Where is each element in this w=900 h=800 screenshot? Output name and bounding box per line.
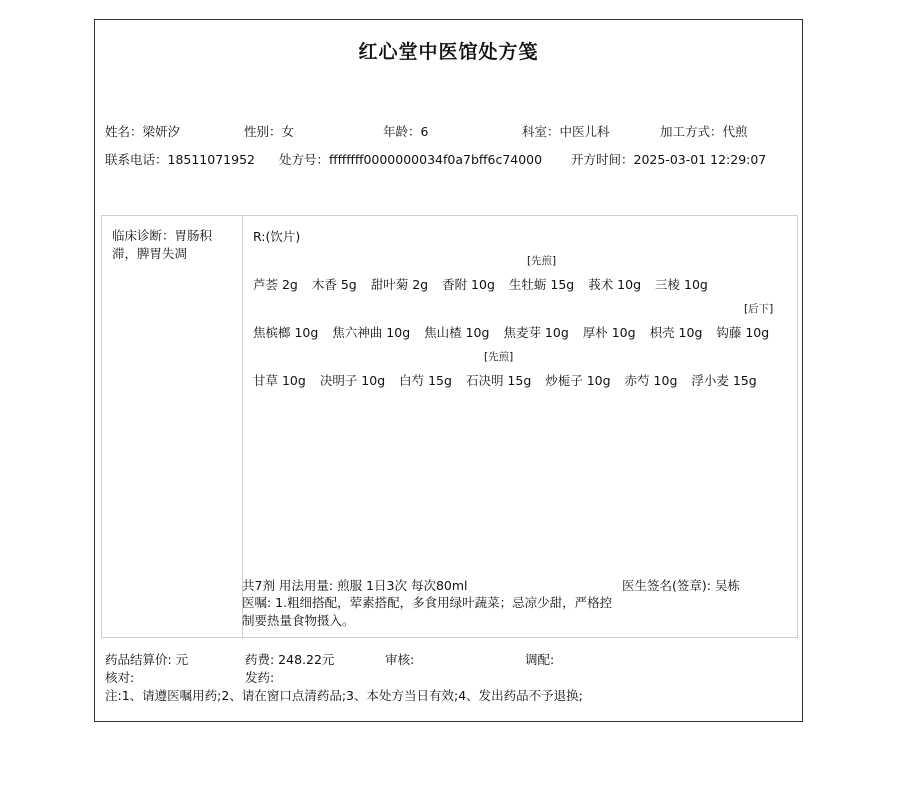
- herb-name: 钩藤 10g: [716, 325, 770, 340]
- issue-field: 发药:: [245, 670, 275, 685]
- doctor-signature: 医生签名(签章): 吴栋: [622, 578, 740, 593]
- herb-item: [442, 275, 495, 293]
- herb-name: 炒栀子 10g: [545, 373, 611, 388]
- herb-item: [716, 303, 774, 341]
- herb-item: [424, 323, 489, 341]
- herb-name: 焦六神曲 10g: [332, 325, 411, 340]
- herb-name: 厚朴 10g: [582, 325, 636, 340]
- herb-item: [650, 323, 703, 341]
- herb-item: [253, 275, 298, 293]
- herb-name: 枳壳 10g: [649, 325, 703, 340]
- herb-name: 生牡蛎 15g: [508, 277, 575, 292]
- herb-item: [320, 371, 385, 389]
- herb-line-1: [253, 255, 718, 293]
- herb-item: [545, 371, 610, 389]
- herb-item: [655, 275, 708, 293]
- page-title: 红心堂中医馆处方笺: [358, 41, 539, 63]
- herb-name: 甜叶菊 2g: [370, 277, 429, 292]
- patient-gender: 性别：女: [244, 124, 295, 139]
- herb-name: 浮小麦 15g: [691, 373, 757, 388]
- prescription-number: 处方号：ffffffff0000000034f0a7bff6c74000: [279, 152, 543, 167]
- herb-item: [503, 323, 568, 341]
- herb-name: 芦荟 2g: [253, 277, 298, 292]
- herb-line-3: [253, 351, 767, 389]
- herb-item: [253, 371, 306, 389]
- herb-name: 决明子 10g: [319, 373, 386, 388]
- check-field: 核对:: [105, 670, 135, 685]
- drug-settlement-price: 药品结算价: 元: [105, 652, 189, 667]
- herb-name: 焦山楂 10g: [424, 325, 490, 340]
- prescription-time: 开方时间：2025-03-01 12:29:07: [571, 152, 767, 167]
- herb-item: [332, 323, 410, 341]
- footer-notes: 注:1、请遵医嘱用药;2、请在窗口点清药品;3、本处方当日有效;4、发出药品不予退换;: [105, 688, 583, 703]
- usage-instructions: 共7剂 用法用量: 煎服 1日3次 每次80ml: [242, 578, 468, 593]
- herb-name: 莪术 10g: [588, 277, 642, 292]
- prescription-box: [101, 215, 798, 638]
- herb-item: [465, 351, 532, 389]
- herb-item: [691, 371, 756, 389]
- herb-name: 香附 10g: [442, 277, 495, 292]
- herb-item: [399, 371, 452, 389]
- rx-label: R:(饮片): [253, 229, 301, 244]
- herb-item: [625, 371, 678, 389]
- herb-item: [253, 323, 318, 341]
- herb-name: 石决明 15g: [465, 373, 532, 388]
- herb-name: 赤芍 10g: [624, 373, 678, 388]
- column-divider: [242, 216, 243, 637]
- herb-item: [583, 323, 636, 341]
- doctor-advice: 医嘱: 1.粗细搭配，荤素搭配，多食用绿叶蔬菜；忌凉少甜，严格控制要热量食物摄入。: [242, 595, 613, 628]
- herb-line-2: [253, 303, 779, 341]
- herb-note: [先煎]: [483, 351, 514, 363]
- patient-name: 姓名：梁妍汐: [105, 124, 181, 139]
- herb-name: 木香 5g: [311, 277, 357, 292]
- herb-item: [588, 275, 641, 293]
- review-field: 审核:: [385, 652, 415, 667]
- herb-name: 甘草 10g: [253, 373, 306, 388]
- department: 科室：中医儿科: [522, 124, 610, 139]
- herb-note: [先煎]: [526, 255, 557, 267]
- patient-age: 年龄：6: [383, 124, 429, 139]
- prescription-sheet: [94, 19, 803, 722]
- herb-note: [后下]: [744, 303, 774, 315]
- processing-method: 加工方式：代煎: [660, 124, 748, 139]
- herb-item: [508, 255, 575, 293]
- herb-name: 三棱 10g: [655, 277, 708, 292]
- herb-item: [312, 275, 357, 293]
- contact-phone: 联系电话：18511071952: [105, 152, 255, 167]
- herb-item: [371, 275, 428, 293]
- herb-name: 白芍 15g: [399, 373, 452, 388]
- herb-name: 焦槟榔 10g: [253, 325, 319, 340]
- drug-fee: 药费: 248.22元: [245, 652, 335, 667]
- clinical-diagnosis: 临床诊断：胃肠积滞，脾胃失凋: [112, 228, 213, 261]
- herb-name: 焦麦芽 10g: [503, 325, 569, 340]
- dispense-field: 调配:: [525, 652, 555, 667]
